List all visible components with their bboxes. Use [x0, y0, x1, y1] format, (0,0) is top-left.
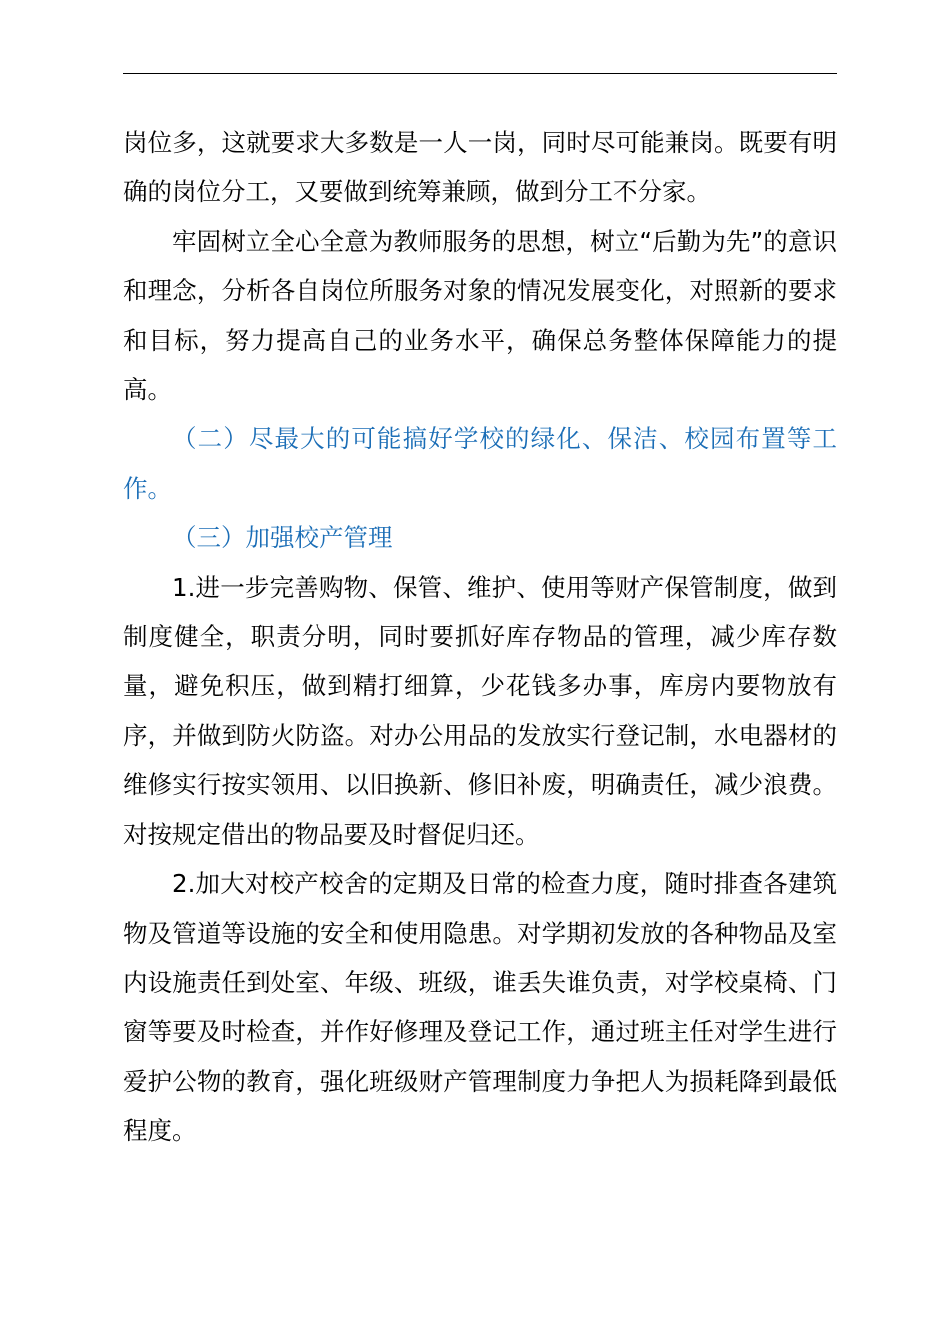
- document-body: [123, 118, 837, 1156]
- service-paragraph: 牢固树立全心全意为教师服务的思想，树立“后勤为先”的意识和理念，分析各自岗位所服务对象的情况发展变化，对照新的要求和目标，努力提高自己的业务水平，确保总务整体保障能力的提高。: [123, 226, 837, 405]
- section-heading-3: （三）加强校产管理: [172, 523, 393, 553]
- continuation-paragraph: 岗位多，这就要求大多数是一人一岗，同时尽可能兼岗。既要有明确的岗位分工，又要做到统筹兼顾，做到分工不分家。: [123, 128, 837, 207]
- header-rule: [123, 73, 837, 74]
- list-item-1: 1.进一步完善购物、保管、维护、使用等财产保管制度，做到制度健全，职责分明，同时要抓好库存物品的管理，减少库存数量，避免积压，做到精打细算，少花钱多办事，库房内要物放有序，并做到防火防盗。对办公用品的发放实行登记制，水电器材的维修实行按实领用、以旧换新、修旧补废，明确责任，减少浪费。对按规定借出的物品要及时督促归还。: [123, 572, 837, 849]
- list-item-2: 2.加大对校产校舍的定期及日常的检查力度，随时排查各建筑物及管道等设施的安全和使用隐患。对学期初发放的各种物品及室内设施责任到处室、年级、班级，谁丢失谁负责，对学校桌椅、门窗等要及时检查，并作好修理及登记工作，通过班主任对学生进行爱护公物的教育，强化班级财产管理制度力争把人为损耗降到最低程度。: [123, 869, 837, 1146]
- section-heading-2: （二）尽最大的可能搞好学校的绿化、保洁、校园布置等工作。: [123, 424, 837, 503]
